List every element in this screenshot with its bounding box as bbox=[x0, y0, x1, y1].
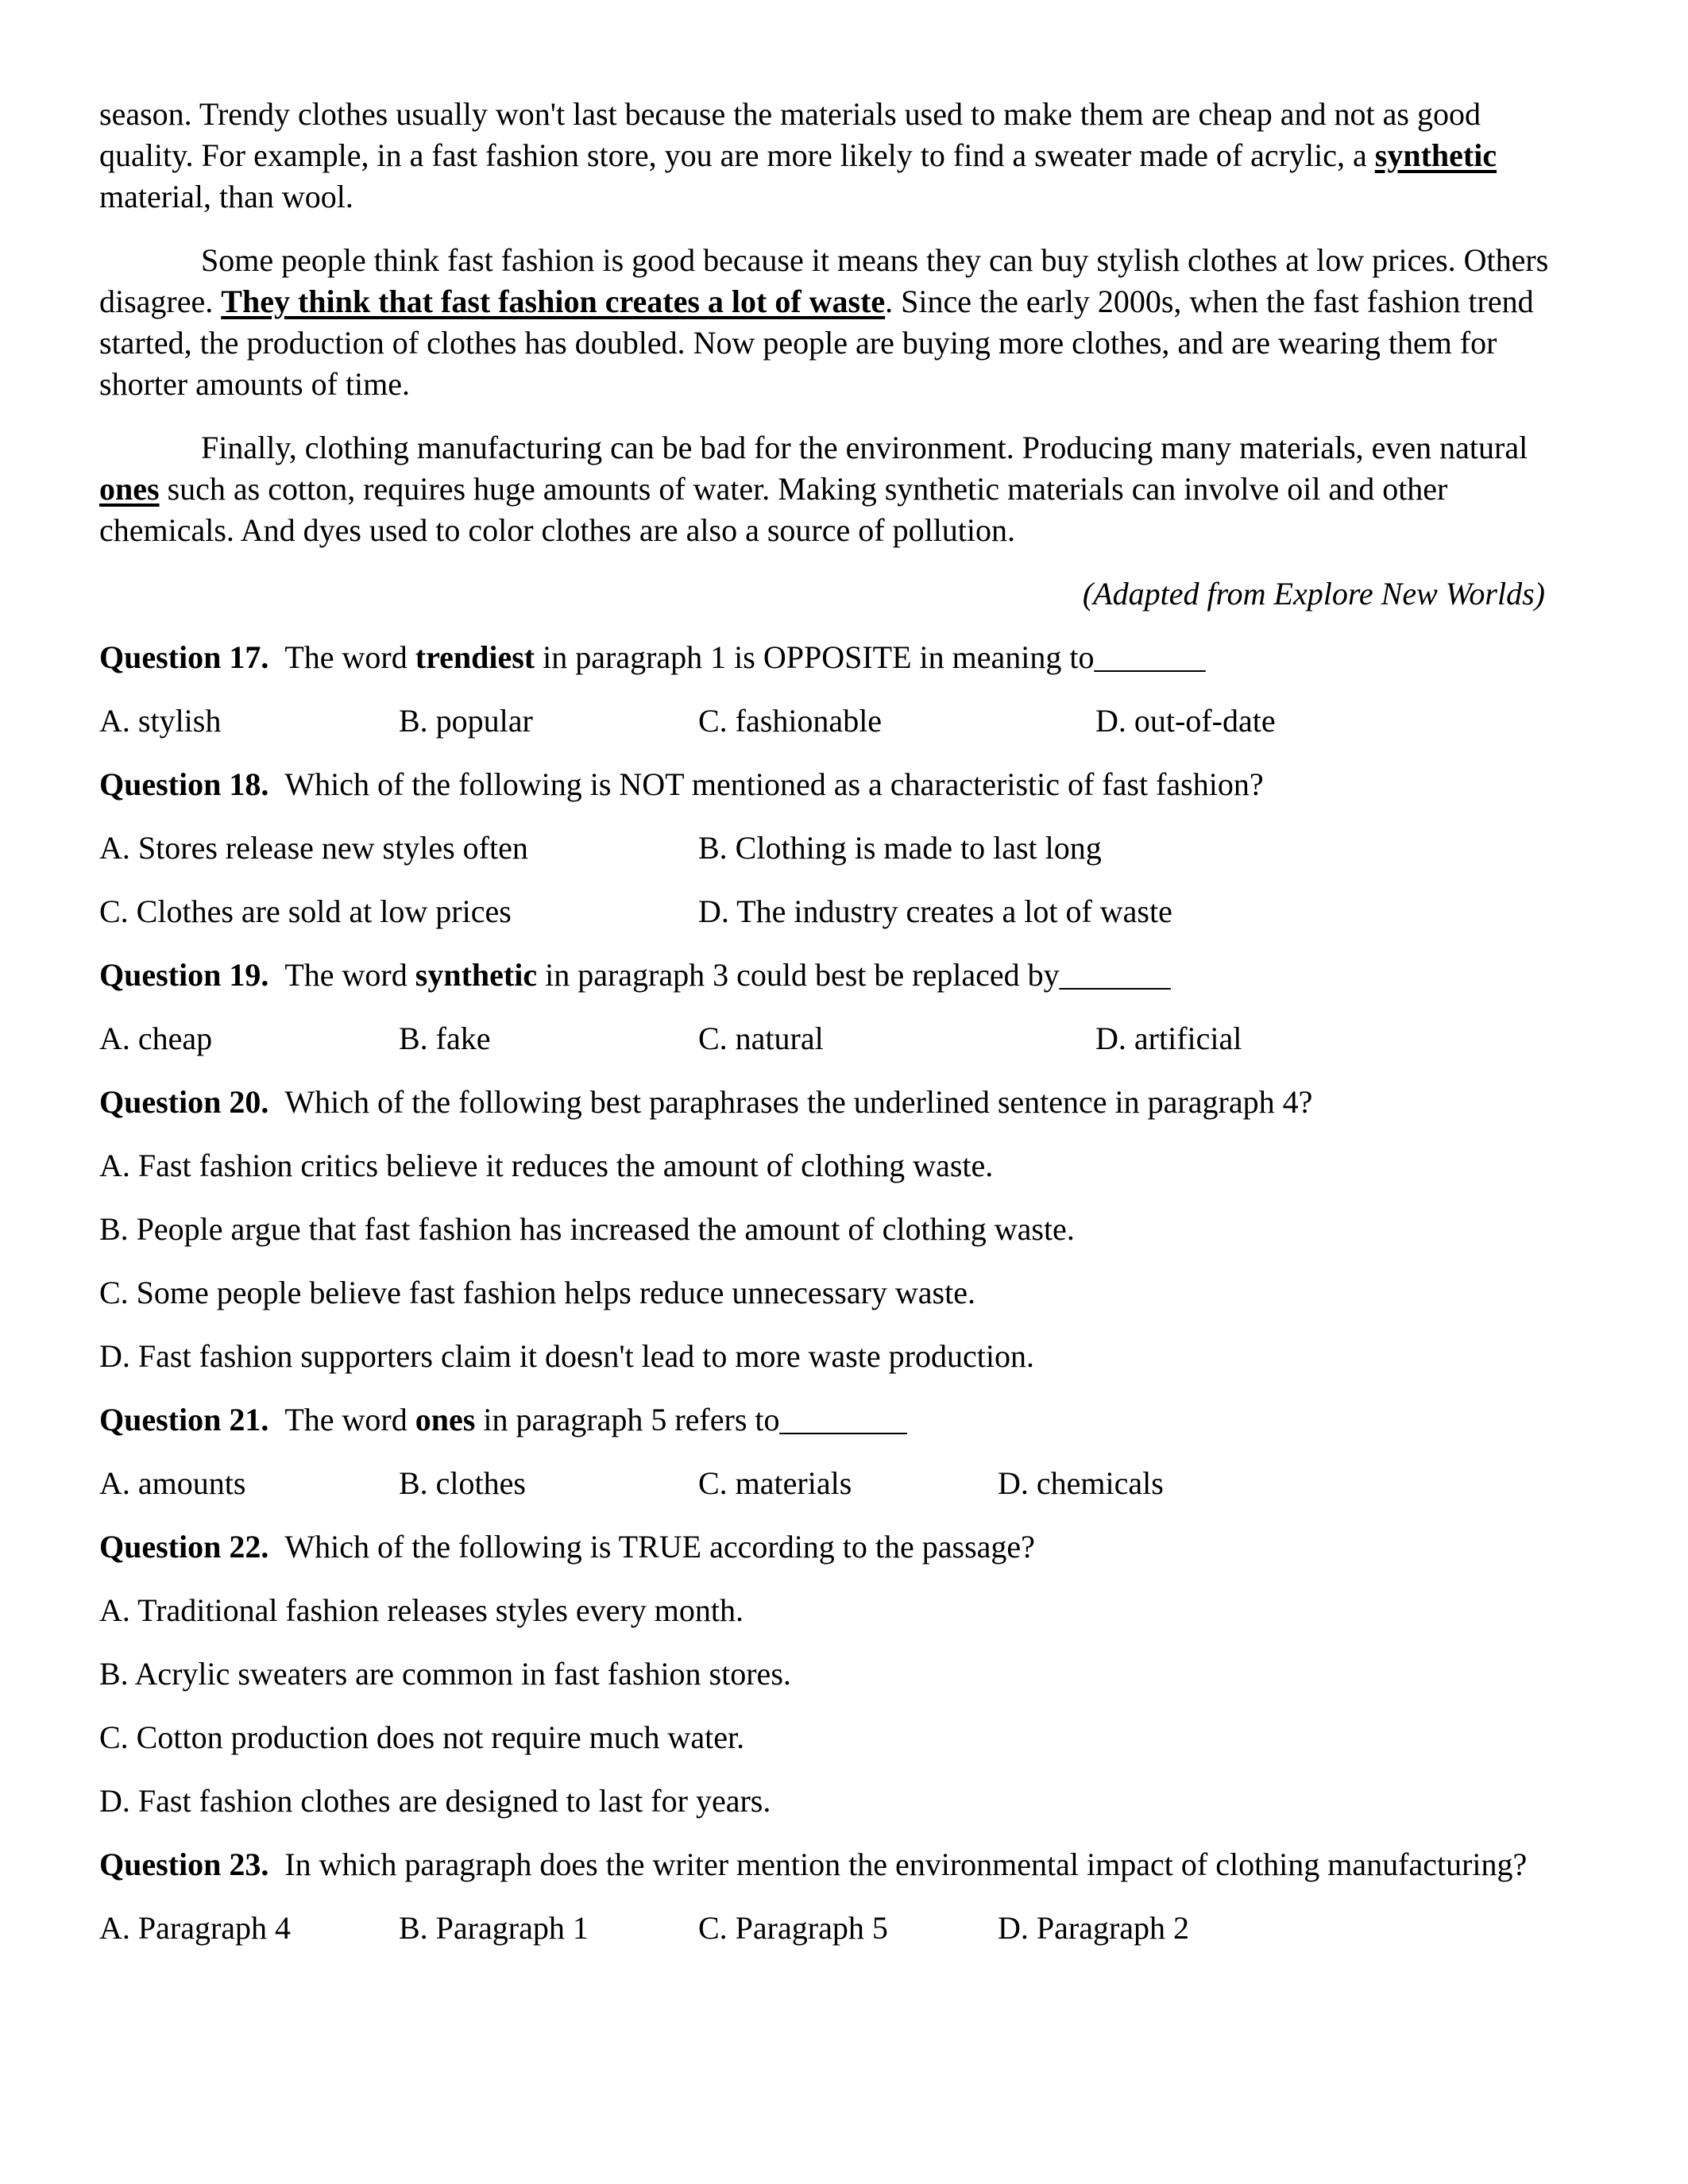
question-number: Question 19. bbox=[99, 957, 269, 993]
question-number: Question 17. bbox=[99, 639, 269, 675]
passage-text: Some people think fast fashion is good because it means they can buy stylish clothes at low prices. Others disagree. bbox=[99, 242, 1549, 319]
passage-text: season. Trendy clothes usually won't last because the materials used to make them are cheap and not as good quality. For example, in a fast fashion store, you are more likely to find a sweater made of acrylic, a bbox=[99, 96, 1481, 173]
option-a: A. stylish bbox=[99, 703, 222, 739]
underlined-sentence: They think that fast fashion creates a lot of waste bbox=[221, 284, 886, 319]
question-text: The word bbox=[284, 1402, 415, 1437]
options-23 bbox=[99, 1908, 1561, 1949]
passage-paragraph-5 bbox=[99, 427, 1561, 551]
question-number: Question 23. bbox=[99, 1846, 269, 1882]
option-d: D. artificial bbox=[1095, 1021, 1242, 1056]
option-b: B. popular bbox=[399, 703, 533, 739]
question-text: The word bbox=[284, 639, 415, 675]
option-d: D. Fast fashion supporters claim it doesn't lead to more waste production. bbox=[99, 1338, 1034, 1374]
option-b: B. Paragraph 1 bbox=[399, 1910, 589, 1946]
question-text: Which of the following is TRUE according to the passage? bbox=[284, 1529, 1035, 1565]
keyword-synthetic: synthetic bbox=[1374, 137, 1497, 173]
question-23 bbox=[99, 1844, 1561, 1885]
option-c: C. Paragraph 5 bbox=[698, 1910, 888, 1946]
options-21 bbox=[99, 1463, 1561, 1504]
option-a: A. Fast fashion critics believe it reduces the amount of clothing waste. bbox=[99, 1148, 994, 1183]
question-number: Question 20. bbox=[99, 1084, 269, 1120]
passage-text: such as cotton, requires huge amounts of water. Making synthetic materials can involve oil and other chemicals. And dyes used to color clothes are also a source of pollution. bbox=[99, 471, 1448, 548]
question-number: Question 18. bbox=[99, 766, 269, 802]
option-d: D. out-of-date bbox=[1095, 703, 1276, 739]
passage-text: Finally, clothing manufacturing can be bad for the environment. Producing many materials, even natural bbox=[201, 430, 1528, 465]
question-keyword: ones bbox=[415, 1402, 476, 1437]
question-21 bbox=[99, 1399, 1561, 1441]
option-b: B. Acrylic sweaters are common in fast fashion stores. bbox=[99, 1656, 791, 1692]
source-citation: (Adapted from Explore New Worlds) bbox=[1082, 576, 1545, 612]
option-c: C. Clothes are sold at low prices bbox=[99, 893, 512, 929]
keyword-ones: ones bbox=[99, 471, 160, 507]
option-d: D. The industry creates a lot of waste bbox=[698, 893, 1172, 929]
question-17 bbox=[99, 637, 1561, 678]
passage-paragraph-3 bbox=[99, 94, 1561, 218]
option-b: B. Clothing is made to last long bbox=[698, 830, 1102, 866]
passage-paragraph-4 bbox=[99, 240, 1561, 405]
option-c: C. fashionable bbox=[698, 703, 883, 739]
question-keyword: synthetic bbox=[415, 957, 538, 993]
question-number: Question 22. bbox=[99, 1529, 269, 1565]
question-text: in paragraph 5 refers to________ bbox=[475, 1402, 907, 1437]
options-18-row-2 bbox=[99, 891, 1561, 932]
option-a: A. cheap bbox=[99, 1021, 213, 1056]
question-text: Which of the following is NOT mentioned as a characteristic of fast fashion? bbox=[284, 766, 1264, 802]
passage-text: material, than wool. bbox=[99, 179, 353, 214]
question-keyword: trendiest bbox=[415, 639, 535, 675]
option-a: A. Stores release new styles often bbox=[99, 830, 528, 866]
option-d: D. Paragraph 2 bbox=[998, 1910, 1190, 1946]
passage-text: . Since the early 2000s, when the fast fashion trend started, the production of clothes has doubled. Now people are buying more clothes, and are wearing them for shorter amounts of time. bbox=[99, 284, 1534, 402]
options-18-row-1 bbox=[99, 828, 1561, 869]
question-18 bbox=[99, 764, 1561, 805]
option-b: B. People argue that fast fashion has increased the amount of clothing waste. bbox=[99, 1211, 1075, 1247]
option-a: A. amounts bbox=[99, 1465, 246, 1501]
question-19 bbox=[99, 955, 1561, 996]
option-b: B. clothes bbox=[399, 1465, 526, 1501]
option-d: D. Fast fashion clothes are designed to last for years. bbox=[99, 1783, 771, 1819]
option-c: C. natural bbox=[698, 1021, 824, 1056]
option-b: B. fake bbox=[399, 1021, 491, 1056]
question-text: In which paragraph does the writer mention the environmental impact of clothing manufacturing? bbox=[284, 1846, 1528, 1882]
option-a: A. Paragraph 4 bbox=[99, 1910, 292, 1946]
question-text: in paragraph 1 is OPPOSITE in meaning to_______ bbox=[535, 639, 1206, 675]
question-text: in paragraph 3 could best be replaced by_______ bbox=[537, 957, 1171, 993]
options-19 bbox=[99, 1018, 1561, 1059]
option-c: C. materials bbox=[698, 1465, 852, 1501]
question-20 bbox=[99, 1082, 1561, 1123]
question-text: Which of the following best paraphrases the underlined sentence in paragraph 4? bbox=[284, 1084, 1313, 1120]
question-text: The word bbox=[284, 957, 415, 993]
option-c: C. Cotton production does not require much water. bbox=[99, 1719, 745, 1755]
options-17 bbox=[99, 700, 1561, 742]
option-c: C. Some people believe fast fashion helps reduce unnecessary waste. bbox=[99, 1275, 975, 1310]
option-a: A. Traditional fashion releases styles every month. bbox=[99, 1592, 744, 1628]
question-number: Question 21. bbox=[99, 1402, 269, 1437]
question-22 bbox=[99, 1526, 1561, 1568]
option-d: D. chemicals bbox=[998, 1465, 1164, 1501]
